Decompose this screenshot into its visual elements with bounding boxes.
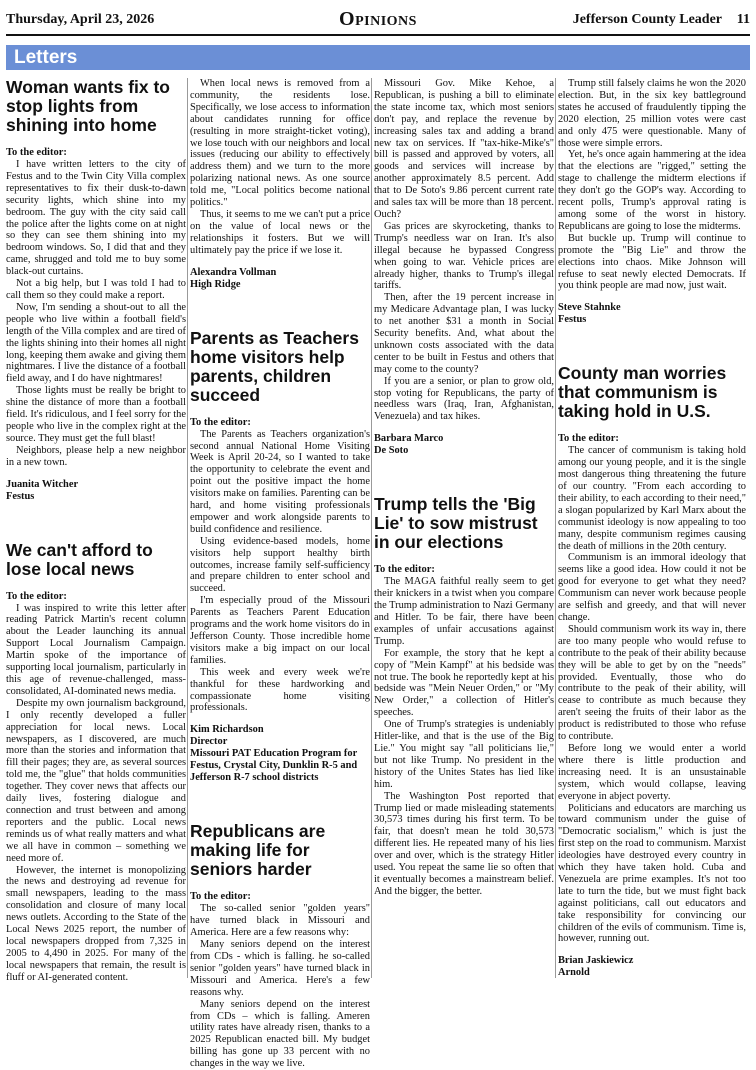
letter-paragraph: Those lights must be really be bright to shine the distance of more than a football field. It's ridiculous, and I feel sorry for the people who live in the complex right at the source. They must get the full blast! (6, 385, 186, 444)
signature-line: Missouri PAT Education Program for Festus, Crystal City, Dunklin R-5 and Jefferson R-7 school districts (190, 748, 358, 784)
letter-paragraph: Now, I'm sending a shout-out to all the people who live within a football field's length of the Villa complex and are tired of the lights shining into their homes all night long, keeping them awake and giving them nightmares. I live the distance of a football field away, and I do have nightmares! (6, 301, 186, 385)
letter-seniors-continued (374, 78, 554, 457)
letter-salutation: To the editor: (190, 416, 251, 428)
letter-parents (190, 329, 370, 785)
letter-signature (558, 955, 746, 979)
letter-body (190, 429, 370, 715)
letter-paragraph: Neighbors, please help a new neighbor in a new town. (6, 444, 186, 468)
column-2 (190, 78, 370, 1070)
letter-salutation: To the editor: (6, 590, 67, 602)
letter-body (374, 78, 554, 423)
letter-paragraph: One of Trump's strategies is undeniably Hitler-like, and that is the use of the Big Lie." You might say "all politicians lie," but not like Trump. No president in the history of the Unites States has lied like him. (374, 719, 554, 790)
signature-line: Alexandra Vollman (190, 266, 277, 278)
letter-paragraph: For example, the story that he kept a copy of "Mein Kampf" at his bedside was not true. The book he reportedly kept at his bedside was "Mein Neuer Orden," or "My New Order," a collection of Hitler's speeches. (374, 647, 554, 719)
signature-line: Brian Jaskiewicz (558, 955, 634, 967)
letter-body (558, 78, 746, 292)
letter-paragraph: Thus, it seems to me we can't put a price on the value of local news or the relationships it fosters. But we will ultimately pay the price if we lose it. (190, 208, 370, 256)
signature-line: Arnold (558, 967, 590, 979)
letter-headline: We can't afford to lose local news (6, 539, 153, 579)
column-divider (555, 78, 556, 978)
letter-salutation: To the editor: (374, 564, 435, 576)
letter-paragraph: Communism is an immoral ideology that seems like a good idea. How could it not be good for everyone to get what they need? Communism can never work because people are selfish and greedy, and that will never change. (558, 552, 746, 623)
column-divider (187, 78, 188, 978)
letter-paragraph: Many seniors depend on the interest from CDs - which is falling. he so-called senior "golden years" have turned black in Missouri and America. Here's a few reasons why. (190, 939, 370, 998)
letter-headline: Republicans are making life for seniors harder (190, 821, 326, 880)
column-divider (371, 78, 372, 978)
masthead (6, 4, 750, 36)
paper-name: Jefferson County Leader (572, 12, 722, 27)
letter-signature (190, 267, 370, 291)
letter-signature (558, 302, 746, 326)
letter-paragraph: Missouri Gov. Mike Kehoe, a Republican, is pushing a bill to eliminate the state income tax, which most seniors don't pay, and replace the revenue by increasing sales tax and adding a brand new tax on services. If "tax-hike-Mike's" bill is passed and approved by voters, all goods and services will increase by another approximately 8.5 percent. Add that to De Soto's 9.86 percent current rate and sales tax will be more than 18 percent. Ouch? (374, 78, 554, 220)
letter-paragraph: This week and every week we're thankful for these hardworking and compassionate home visiting professionals. (190, 666, 370, 714)
signature-line: Kim Richardson (190, 724, 264, 736)
letter-paragraph: Yet, he's once again hammering at the idea that the elections are "rigged," setting the stage to challenge the midterm elections if they don't go the GOP's way. According to recent polls, Trump's approval rating is among some of the worst in history. Republicans are going to lose the midterms. (558, 149, 746, 232)
letter-paragraph: If you are a senior, or plan to grow old, stop voting for Republicans, the party of needless wars (Iraq, Iran, Afghanistan, Venezuela) and tax hikes. (374, 375, 554, 423)
signature-line: De Soto (374, 445, 409, 457)
letter-paragraph: Using evidence-based models, home visitors help support healthy birth outcomes, increase family self-sufficiency and prepare children to enter school and succeed. (190, 535, 370, 595)
letter-body (374, 576, 554, 897)
letter-body (190, 78, 370, 257)
letter-localnews-continued (190, 78, 370, 291)
letter-headline: Parents as Teachers home visitors help parents, children succeed (190, 327, 359, 405)
column-4 (558, 78, 746, 978)
letter-paragraph: Should communism work its way in, there are too many people who would refuse to contribute to the peak of their ability because they will be able to get by on the "needs" provided. Eventually, those who do contribute to the peak of their ability, will cease to contribute as much because they aren't seeing the fruits of their labor as the product is redistributed to those who refuse to contribute. (558, 623, 746, 743)
letter-salutation: To the editor: (558, 433, 619, 445)
letter-body (6, 603, 186, 984)
letter-paragraph: Trump still falsely claims he won the 2020 election. But, in the six key battleground states he accused of fraudulently tipping the 2020 election, 25 million votes were cast and only 475 were questionable. Many of those were simple errors. (558, 78, 746, 149)
letter-biglie (374, 495, 554, 897)
letter-paragraph: The MAGA faithful really seem to get their knickers in a twist when you compare the Trump administration to Nazi Germany and Hitler. To be fair, there have been examples of unfair accusations against Trump. (374, 576, 554, 647)
letter-signature (374, 433, 554, 457)
letter-body (190, 903, 370, 1070)
issue-date: Thursday, April 23, 2026 (6, 12, 155, 27)
letter-lights (6, 78, 186, 503)
letter-paragraph: I'm especially proud of the Missouri Parents as Teachers Parent Education programs and the work home visitors do in Jefferson County. Those incredible home visitors make a big impact on our local families. (190, 595, 370, 666)
letter-signature (190, 724, 370, 784)
letter-paragraph: The so-called senior "golden years" have turned black in Missouri and America. Here are a few reasons why: (190, 903, 370, 939)
letter-paragraph: Despite my own journalism background, I only recently developed a fuller appreciation for local news. Local newspapers, as I discovered, are much more than the stories and information that fill their pages; they are, as several sources told me, the "glue" that holds communities together. They cover news that affects our daily lives, fostering dialogue and connection and trust between and among reporters and the public. Local news reminds us of what really matters and what we all have in common – something we need more of. (6, 697, 186, 864)
signature-line: Juanita Witcher (6, 478, 79, 490)
letter-localnews (6, 541, 186, 984)
letter-body (6, 159, 186, 469)
letter-biglie-continued (558, 78, 746, 326)
letter-signature (6, 479, 186, 503)
page-number: 11 (736, 12, 750, 27)
letter-body (558, 445, 746, 945)
letter-paragraph: However, the internet is monopolizing the news and destroying ad revenue for small newspapers, leading to the mass consolidation and closure of many local news outlets. According to the State of the Local News 2025 report, the number of local newspapers dropped from 7,325 in 2005 to 4,490 in 2025. For many of the local newspapers that remain, the result is fluff or AI-generated content. (6, 864, 186, 983)
signature-line: Steve Stahnke (558, 302, 621, 314)
letter-headline: County man worries that communism is taking hold in U.S. (558, 363, 727, 422)
section-title: Opinions (339, 8, 417, 30)
signature-line: Director (190, 736, 228, 748)
letter-paragraph: Many seniors depend on the interest from CDs – which is falling. Ameren utility rates have already risen, thanks to a 2025 Republican enacted bill. My budget billing has gone up 33 percent with no changes in the way we live. (190, 998, 370, 1070)
letter-seniors (190, 822, 370, 1070)
letter-paragraph: The Parents as Teachers organization's second annual National Home Visiting Week is April 20-24, so I wanted to take the opportunity to celebrate the event and point out the positive impact the home visitors make on families. Parenting can be hard, and home visiting professionals empower and work alongside parents to build confidence and resilience. (190, 428, 370, 535)
letter-paragraph: But buckle up. Trump will continue to promote the "Big Lie" and throw the elections into chaos. Mike Johnson will refuse to seat newly elected Democrats. If you think people are mad now, just wait. (558, 232, 746, 292)
letter-paragraph: The Washington Post reported that Trump lied or made misleading statements 30,573 times during his first term. To be fair, that doesn't mean he told 30,573 different lies. He repeated many of his lies over and over, which is the strategy Hitler used. You repeat the same lie so often that it eventually becomes a mainstream belief. And the bigger, the better. (374, 790, 554, 897)
letter-communism (558, 364, 746, 979)
column-1 (6, 77, 186, 983)
letter-paragraph: Then, after the 19 percent increase in my Medicare Advantage plan, I was lucky to net another $31 a month in Social Security benefits. And, what about the unknown costs associated with the data center to be built in Festus and others that may come to the county? (374, 292, 554, 375)
letter-paragraph: Gas prices are skyrocketing, thanks to Trump's needless war on Iran. It's also illegal because he bypassed Congress when going to war. Vehicle prices are already higher, thanks to Trump's illegal tariffs. (374, 220, 554, 292)
letter-paragraph: I have written letters to the city of Festus and to the Twin City Villa complex representatives to fix their dusk-to-dawn security lights, which shine into my bedroom. The guy with the city said call the police after the lights come on at night so they can see them shining into my bedroom windows. So, I did that and they came, shrugged and told me to buy some black-out curtains. (6, 159, 186, 278)
letter-paragraph: When local news is removed from a community, the residents lose. Specifically, we lose access to information about candidates running for office (resulting in more straight-ticket voting), we lose touch with our neighbors and local issues (reducing our ability to effectively address them) and we turn to the more polarizing national news. As one source told me, "Local politics become national politics." (190, 78, 370, 209)
letter-paragraph: Not a big help, but I was told I had to call them so they could make a report. (6, 278, 186, 301)
column-3 (374, 78, 554, 978)
letter-paragraph: Before long we would enter a world where there is little production and increasing need. It is an unsustainable system, which would collapse, leaving everyone in abject poverty. (558, 742, 746, 802)
letter-paragraph: Politicians and educators are marching us toward communism under the guise of "Democratic socialism," which is just the first step on the road to communism. Marxist ideologies have destroyed every country in which they have taken hold. Cuba and Venezuela are prime examples. It's not too late to turn the tide, but we must fight back against politicians, call out educators and take responsibility for convincing our children of the evils of communism. Time is, however, running out. (558, 802, 746, 945)
signature-line: Festus (6, 490, 35, 502)
letter-salutation: To the editor: (190, 891, 251, 903)
letter-headline: Trump tells the 'Big Lie' to sow mistrust in our elections (374, 494, 538, 553)
letter-salutation: To the editor: (6, 147, 67, 158)
signature-line: Barbara Marco (374, 433, 444, 445)
signature-line: Festus (558, 314, 587, 326)
letter-paragraph: I was inspired to write this letter after reading Patrick Martin's recent column about the Leader launching its annual Support Local Journalism Campaign. Martin spoke of the importance of supporting local journalism, particularly in this age of revenue-challenged, mass-consolidated, AI-dominated news media. (6, 602, 186, 697)
letters-banner-label: Letters (14, 47, 78, 68)
letter-paragraph: The cancer of communism is taking hold among our young people, and it is the single most dangerous thing threatening the future of our country. "From each according to their ability, to each according to their need," a slogan popularized by Karl Marx about the communist ideology is now appealing to too many, despite communism regimes causing the death of millions in the 20th century. (558, 445, 746, 552)
letter-headline: Woman wants fix to stop lights from shining into home (6, 77, 170, 135)
letters-banner (6, 45, 750, 70)
signature-line: High Ridge (190, 278, 241, 290)
